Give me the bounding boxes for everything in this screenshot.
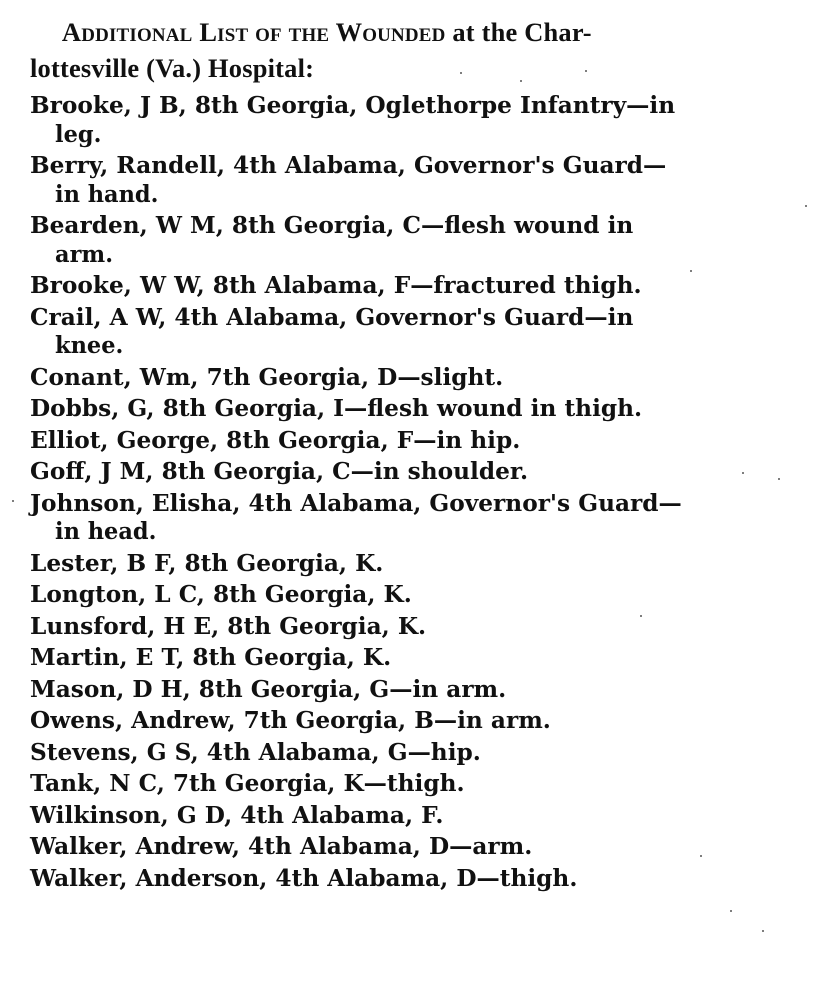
wounded-list (30, 90, 802, 894)
list-item: Bearden, W M, 8th Georgia, C—flesh wound in (30, 212, 634, 239)
article-heading-continued: lottesville (Va.) Hospital: (30, 53, 315, 83)
list-item: Longton, L C, 8th Georgia, K. (30, 581, 412, 608)
list-item: Stevens, G S, 4th Alabama, G—hip. (30, 738, 481, 766)
list-item: Crail, A W, 4th Alabama, Governor's Guard—in (30, 303, 634, 331)
list-item-continuation: leg. (55, 120, 102, 148)
article-column (30, 14, 802, 894)
list-item-continuation: knee. (55, 332, 124, 359)
list-item: Owens, Andrew, 7th Georgia, B—in arm. (30, 707, 551, 734)
list-item: Walker, Andrew, 4th Alabama, D—arm. (30, 833, 533, 860)
list-item: Conant, Wm, 7th Georgia, D—slight. (30, 363, 504, 391)
list-item: Lunsford, H E, 8th Georgia, K. (30, 612, 427, 640)
list-item: Dobbs, G, 8th Georgia, I—flesh wound in thigh. (30, 395, 643, 422)
list-item: Lester, B F, 8th Georgia, K. (30, 549, 384, 577)
article-heading (30, 14, 800, 50)
list-item: Berry, Randell, 4th Alabama, Governor's Guard— (30, 152, 667, 179)
list-item: Walker, Anderson, 4th Alabama, D—thigh. (30, 864, 578, 892)
heading-caps: Additional List of the Wounded (61, 17, 446, 47)
heading-tail: at the Char- (452, 17, 592, 47)
list-item: Johnson, Elisha, 4th Alabama, Governor's Guard— (30, 489, 682, 517)
list-item-continuation: in hand. (55, 180, 159, 208)
list-item: Tank, N C, 7th Georgia, K—thigh. (30, 770, 465, 797)
list-item: Wilkinson, G D, 4th Alabama, F. (30, 801, 444, 829)
list-item: Brooke, J B, 8th Georgia, Oglethorpe Infantry—in (30, 92, 676, 119)
list-item: Brooke, W W, 8th Alabama, F—fractured thigh. (30, 272, 642, 299)
list-item-continuation: in head. (55, 518, 157, 545)
list-item: Mason, D H, 8th Georgia, G—in arm. (30, 675, 507, 703)
list-item: Elliot, George, 8th Georgia, F—in hip. (30, 426, 521, 454)
list-item-continuation: arm. (55, 240, 114, 268)
list-item: Goff, J M, 8th Georgia, C—in shoulder. (30, 458, 529, 485)
list-item: Martin, E T, 8th Georgia, K. (30, 644, 392, 671)
